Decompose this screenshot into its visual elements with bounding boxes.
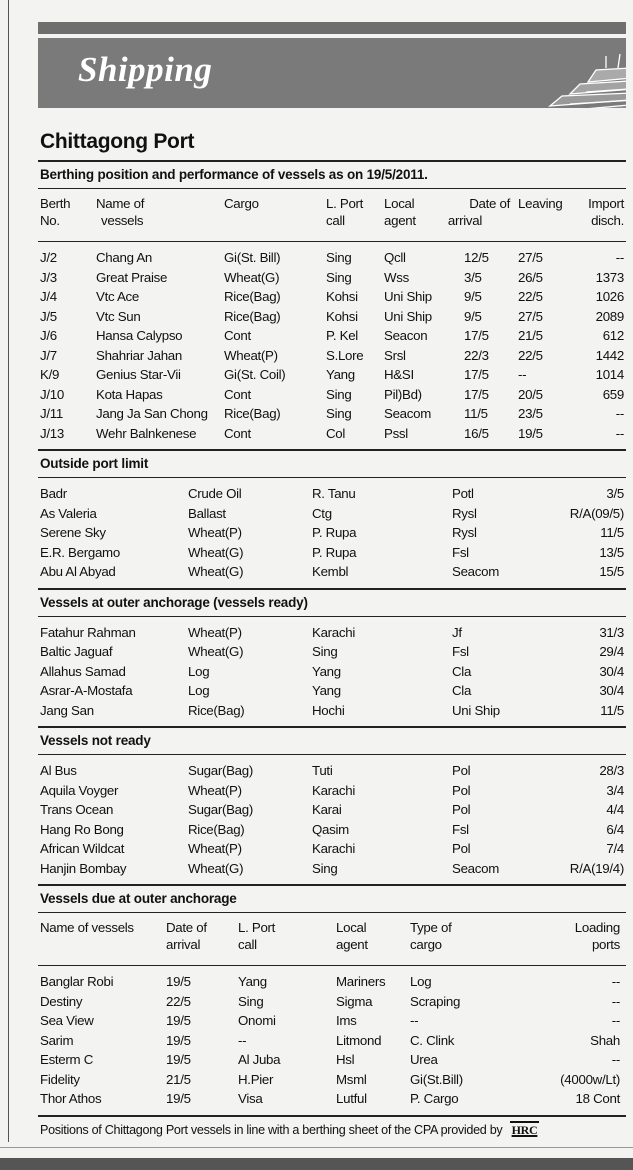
cell-loading: -- [611, 993, 620, 1009]
cell-name: Al Bus [40, 763, 77, 778]
table-row [38, 1050, 626, 1070]
cell-arrival: 11/5 [464, 406, 488, 421]
cell-date: 3/4 [606, 782, 624, 798]
cell-import: 1014 [595, 367, 624, 382]
cell-name: Kota Hapas [96, 386, 163, 402]
cell-date: 29/4 [599, 644, 624, 659]
table-row [38, 859, 626, 879]
divider [38, 188, 626, 189]
cell-name: African Wildcat [40, 841, 125, 856]
ready-section-title: Vessels at outer anchorage (vessels ready) [40, 594, 308, 610]
cell-name: Vtc Sun [96, 308, 141, 324]
cell-agent: Pil)Bd) [384, 386, 422, 402]
cell-port: Sing [326, 386, 352, 402]
cell-name: Sea View [40, 1013, 94, 1028]
cell-arrival: 19/5 [166, 1032, 191, 1048]
cell-cargo: Wheat(G) [188, 860, 244, 876]
cell-date: 11/5 [600, 525, 624, 540]
cell-name: Great Praise [96, 269, 168, 285]
berthing-table-header [38, 195, 626, 233]
cell-cargo: Wheat(P) [188, 624, 242, 640]
cell-berth: J/5 [40, 308, 57, 324]
cell-name: Esterm C [40, 1052, 94, 1067]
cell-date: 30/4 [599, 683, 624, 698]
cell-port: Qasim [312, 821, 349, 837]
due-table-header [38, 919, 626, 957]
col-header-loading: Loading ports [574, 920, 620, 952]
cell-agent: Pssl [384, 425, 408, 441]
cell-type: P. Cargo [410, 1091, 459, 1106]
cell-agent: Pol [452, 802, 471, 817]
left-margin-rule [8, 0, 9, 1142]
cell-name: Asrar-A-Mostafa [40, 683, 133, 698]
col-header-agent: Local agent [384, 196, 416, 228]
divider [38, 1115, 626, 1117]
cell-cargo: Cont [224, 328, 251, 343]
cell-loading: -- [611, 1052, 620, 1067]
cell-port: Yang [238, 974, 267, 989]
table-row [38, 1031, 626, 1051]
not-ready-section-title: Vessels not ready [40, 733, 151, 748]
cell-name: Baltic Jaguaf [40, 644, 113, 659]
cell-agent: Seacom [384, 406, 431, 421]
cell-arrival: 22/3 [464, 347, 489, 363]
cell-port: Yang [326, 367, 355, 382]
cell-name: Banglar Robi [40, 974, 114, 989]
cell-port: Kembl [312, 564, 349, 579]
banner-title: Shipping [78, 50, 213, 89]
outside-section-title: Outside port limit [40, 456, 149, 471]
cell-name: Jang Ja San Chong [96, 406, 208, 421]
cell-port: Al Juba [238, 1052, 281, 1067]
cell-cargo: Wheat(G) [188, 564, 244, 579]
cell-loading: Shah [590, 1032, 620, 1048]
cell-name: Sarim [40, 1032, 74, 1048]
cell-name: Thor Athos [40, 1091, 102, 1106]
banner-top-strip [38, 22, 626, 34]
table-row [38, 800, 626, 820]
cell-cargo: Gi(St. Coil) [224, 367, 286, 382]
cell-cargo: Ballast [188, 505, 226, 521]
cell-port: Visa [238, 1091, 263, 1106]
cell-name: Abu Al Abyad [40, 564, 116, 579]
cell-berth: J/6 [40, 328, 57, 343]
cell-agent: Ims [336, 1013, 357, 1028]
cell-name: Fidelity [40, 1071, 80, 1087]
cell-leaving: 21/5 [518, 328, 543, 343]
hrc-logo: HRC [511, 1122, 538, 1137]
cell-port: R. Tanu [312, 486, 356, 501]
cell-date: 15/5 [599, 564, 624, 579]
table-row [38, 287, 626, 307]
col-header-port: L. Port call [326, 196, 364, 228]
cell-import: 659 [602, 386, 624, 402]
page-bottom-rule [0, 1147, 633, 1148]
cell-type: Gi(St.Bill) [410, 1071, 463, 1087]
cell-agent: Pol [452, 763, 471, 778]
cell-agent: Cla [452, 683, 472, 698]
cell-arrival: 17/5 [464, 386, 489, 402]
cell-port: P. Rupa [312, 525, 357, 540]
cell-import: 2089 [595, 308, 624, 324]
table-row [38, 326, 626, 346]
cell-arrival: 17/5 [464, 367, 489, 382]
cell-cargo: Sugar(Bag) [188, 802, 253, 817]
cell-leaving: 26/5 [518, 269, 543, 285]
cell-agent: Mariners [336, 974, 386, 989]
table-row [38, 268, 626, 288]
cell-name: Jang San [40, 702, 94, 718]
cell-cargo: Wheat(G) [188, 544, 244, 560]
cell-port: Karachi [312, 624, 355, 640]
table-row [38, 1011, 626, 1031]
not-ready-table-body [38, 761, 626, 878]
cell-arrival: 9/5 [464, 308, 482, 324]
col-header-leaving: Leaving [518, 196, 563, 211]
cell-port: S.Lore [326, 347, 364, 363]
cell-import: 1373 [595, 269, 624, 285]
cell-arrival: 19/5 [166, 1091, 191, 1106]
cell-date: 30/4 [599, 663, 624, 679]
cell-port: Karachi [312, 782, 355, 798]
cell-port: Sing [312, 644, 338, 659]
cell-type: Scraping [410, 993, 461, 1009]
table-row [38, 484, 626, 504]
table-row [38, 346, 626, 366]
cell-name: Hang Ro Bong [40, 821, 124, 837]
cell-import: 612 [602, 328, 624, 343]
cell-name: Vtc Ace [96, 289, 139, 304]
table-row [38, 1070, 626, 1090]
cell-cargo: Rice(Bag) [224, 308, 281, 324]
cell-cargo: Wheat(G) [224, 269, 280, 285]
cell-cargo: Rice(Bag) [188, 821, 245, 837]
cell-agent: Uni Ship [384, 289, 432, 304]
cell-agent: Seacon [384, 328, 428, 343]
cell-agent: Potl [452, 486, 474, 501]
cell-leaving: 22/5 [518, 289, 543, 304]
cell-agent: Lutful [336, 1091, 367, 1106]
cell-leaving: 27/5 [518, 250, 543, 265]
page-bottom-bar [0, 1158, 633, 1170]
cell-name: Destiny [40, 993, 83, 1009]
cell-agent: Seacom [452, 860, 499, 876]
cell-berth: J/4 [40, 289, 57, 304]
col-header-import: Import disch. [588, 196, 624, 228]
cell-arrival: 19/5 [166, 974, 191, 989]
cell-cargo: Crude Oil [188, 486, 242, 501]
cell-cargo: Log [188, 683, 210, 698]
cell-port: Hochi [312, 702, 345, 718]
shipping-content [38, 130, 626, 1138]
cell-port: P. Kel [326, 328, 358, 343]
table-row [38, 820, 626, 840]
cell-date: 7/4 [606, 841, 624, 856]
cell-cargo: Log [188, 663, 210, 679]
cell-date: R/A(19/4) [569, 860, 624, 876]
cell-agent: Qcll [384, 250, 406, 265]
cell-agent: Uni Ship [384, 308, 432, 324]
table-row [38, 523, 626, 543]
cell-port: Onomi [238, 1013, 276, 1028]
cell-port: Col [326, 425, 346, 441]
cell-cargo: Rice(Bag) [188, 702, 245, 718]
cell-leaving: 22/5 [518, 347, 543, 363]
cell-agent: Rysl [452, 505, 477, 521]
cell-date: 3/5 [606, 486, 624, 501]
cell-name: Serene Sky [40, 525, 106, 540]
cell-arrival: 3/5 [464, 269, 482, 285]
table-row [38, 504, 626, 524]
outside-table-body [38, 484, 626, 582]
cell-agent: Fsl [452, 821, 469, 837]
table-row [38, 662, 626, 682]
cell-loading: 18 Cont [575, 1091, 620, 1106]
cell-berth: J/7 [40, 347, 57, 363]
cell-import: 1026 [595, 289, 624, 304]
cell-port: Yang [312, 663, 341, 679]
col-header-berth: Berth No. [40, 196, 71, 228]
berthing-table-body [38, 248, 626, 443]
cell-agent: Jf [452, 624, 462, 640]
table-row [38, 404, 626, 424]
table-row [38, 781, 626, 801]
table-row [38, 543, 626, 563]
cell-leaving: -- [518, 367, 527, 382]
cell-arrival: 12/5 [464, 250, 489, 265]
cell-cargo: Wheat(P) [188, 525, 242, 540]
cell-port: Sing [238, 993, 264, 1009]
cell-arrival: 19/5 [166, 1013, 191, 1028]
cell-agent: H&SI [384, 367, 414, 382]
table-row [38, 424, 626, 444]
table-row [38, 701, 626, 721]
cell-date: 4/4 [606, 802, 624, 817]
cell-leaving: 20/5 [518, 386, 543, 402]
table-row [38, 761, 626, 781]
due-section-title: Vessels due at outer anchorage [40, 891, 237, 906]
col-header-name: Name of vessels [96, 196, 145, 228]
cell-arrival: 22/5 [166, 993, 191, 1009]
berthing-section-title: Berthing position and performance of vessels as on 19/5/2011. [40, 167, 428, 182]
cell-cargo: Rice(Bag) [224, 289, 281, 304]
cell-cargo: Rice(Bag) [224, 406, 281, 421]
table-row [38, 839, 626, 859]
ship-icon [526, 52, 626, 108]
cell-loading: -- [611, 974, 620, 989]
col-header-type: Type of cargo [410, 920, 452, 952]
table-row [38, 623, 626, 643]
source-note [38, 1123, 626, 1138]
cell-port: Sing [326, 406, 352, 421]
cell-port: Sing [326, 269, 352, 285]
cell-name: Aquila Voyger [40, 782, 119, 798]
cell-port: Tuti [312, 763, 333, 778]
cell-agent: Fsl [452, 544, 469, 560]
section-banner [38, 38, 626, 108]
cell-agent: Cla [452, 663, 472, 679]
table-row [38, 992, 626, 1012]
cell-name: Fatahur Rahman [40, 624, 136, 640]
table-row [38, 248, 626, 268]
cell-date: 6/4 [606, 821, 624, 837]
cell-date: 28/3 [599, 763, 624, 778]
cell-cargo: Cont [224, 386, 251, 402]
cell-import: -- [615, 406, 624, 421]
table-row [38, 642, 626, 662]
cell-berth: J/13 [40, 425, 64, 441]
cell-agent: Fsl [452, 644, 469, 659]
cell-name: As Valeria [40, 505, 97, 521]
cell-agent: Hsl [336, 1052, 355, 1067]
cell-type: Urea [410, 1052, 438, 1067]
cell-port: Kohsi [326, 308, 358, 324]
cell-berth: J/11 [40, 406, 63, 421]
cell-loading: -- [611, 1013, 620, 1028]
cell-cargo: Cont [224, 425, 251, 441]
table-row [38, 307, 626, 327]
cell-port: H.Pier [238, 1071, 274, 1087]
cell-agent: Sigma [336, 993, 373, 1009]
col-header-arrival: Date of arrival [166, 920, 207, 952]
cell-berth: J/10 [40, 386, 64, 402]
cell-type: Log [410, 974, 432, 989]
cell-cargo: Wheat(G) [188, 644, 244, 659]
cell-agent: Litmond [336, 1032, 382, 1048]
cell-name: Wehr Balnkenese [96, 425, 197, 441]
cell-type: C. Clink [410, 1032, 455, 1048]
cell-agent: Rysl [452, 525, 477, 540]
table-row [38, 972, 626, 992]
cell-name: Hanjin Bombay [40, 860, 127, 876]
cell-name: Hansa Calypso [96, 328, 183, 343]
cell-leaving: 23/5 [518, 406, 543, 421]
cell-agent: Msml [336, 1071, 367, 1087]
cell-berth: J/3 [40, 269, 57, 285]
cell-arrival: 17/5 [464, 328, 489, 343]
cell-type: -- [410, 1013, 419, 1028]
table-row [38, 365, 626, 385]
cell-name: Allahus Samad [40, 663, 126, 679]
cell-agent: Wss [384, 269, 409, 285]
cell-port: Yang [312, 683, 341, 698]
due-table-body [38, 972, 626, 1109]
table-row [38, 681, 626, 701]
cell-name: Genius Star-Vii [96, 367, 181, 382]
cell-import: 1442 [595, 347, 624, 363]
col-header-name: Name of vessels [40, 920, 134, 935]
col-header-port: L. Port call [238, 920, 276, 952]
cell-arrival: 9/5 [464, 289, 482, 304]
ready-table-body [38, 623, 626, 721]
cell-berth: K/9 [40, 367, 60, 382]
table-row [38, 1089, 626, 1109]
cell-port: Karai [312, 802, 342, 817]
cell-cargo: Wheat(P) [188, 841, 242, 856]
cell-cargo: Wheat(P) [224, 347, 278, 363]
port-title: Chittagong Port [40, 130, 195, 153]
cell-agent: Srsl [384, 347, 406, 363]
divider [38, 912, 626, 913]
cell-agent: Seacom [452, 564, 499, 579]
cell-port: -- [238, 1032, 247, 1048]
cell-import: -- [615, 250, 624, 265]
cell-date: 11/5 [600, 702, 624, 718]
cell-cargo: Sugar(Bag) [188, 763, 253, 778]
cell-cargo: Gi(St. Bill) [224, 250, 281, 265]
cell-date: R/A(09/5) [569, 505, 624, 521]
col-header-cargo: Cargo [224, 196, 259, 211]
cell-arrival: 19/5 [166, 1052, 191, 1067]
cell-berth: J/2 [40, 250, 57, 265]
cell-arrival: 16/5 [464, 425, 489, 441]
cell-leaving: 27/5 [518, 308, 543, 324]
cell-date: 31/3 [599, 624, 624, 640]
cell-name: E.R. Bergamo [40, 544, 120, 560]
cell-name: Chang An [96, 250, 153, 265]
cell-date: 13/5 [599, 544, 624, 560]
cell-agent: Pol [452, 782, 471, 798]
cell-port: Karachi [312, 841, 355, 856]
cell-name: Shahriar Jahan [96, 347, 182, 363]
cell-loading: (4000w/Lt) [560, 1071, 620, 1087]
cell-cargo: Wheat(P) [188, 782, 242, 798]
cell-agent: Pol [452, 841, 471, 856]
cell-import: -- [615, 425, 624, 441]
cell-leaving: 19/5 [518, 425, 543, 441]
cell-arrival: 21/5 [166, 1071, 191, 1087]
cell-name: Badr [40, 486, 67, 501]
cell-port: Kohsi [326, 289, 358, 304]
cell-port: P. Rupa [312, 544, 357, 560]
col-header-agent: Local agent [336, 920, 368, 952]
cell-port: Sing [326, 250, 352, 265]
cell-agent: Uni Ship [452, 702, 500, 718]
col-header-arrival: Date of arrival [447, 196, 510, 228]
cell-port: Ctg [312, 505, 332, 521]
cell-name: Trans Ocean [40, 802, 114, 817]
table-row [38, 562, 626, 582]
table-row [38, 385, 626, 405]
cell-port: Sing [312, 860, 338, 876]
source-note-text: Positions of Chittagong Port vessels in line with a berthing sheet of the CPA provided by [40, 1122, 503, 1137]
